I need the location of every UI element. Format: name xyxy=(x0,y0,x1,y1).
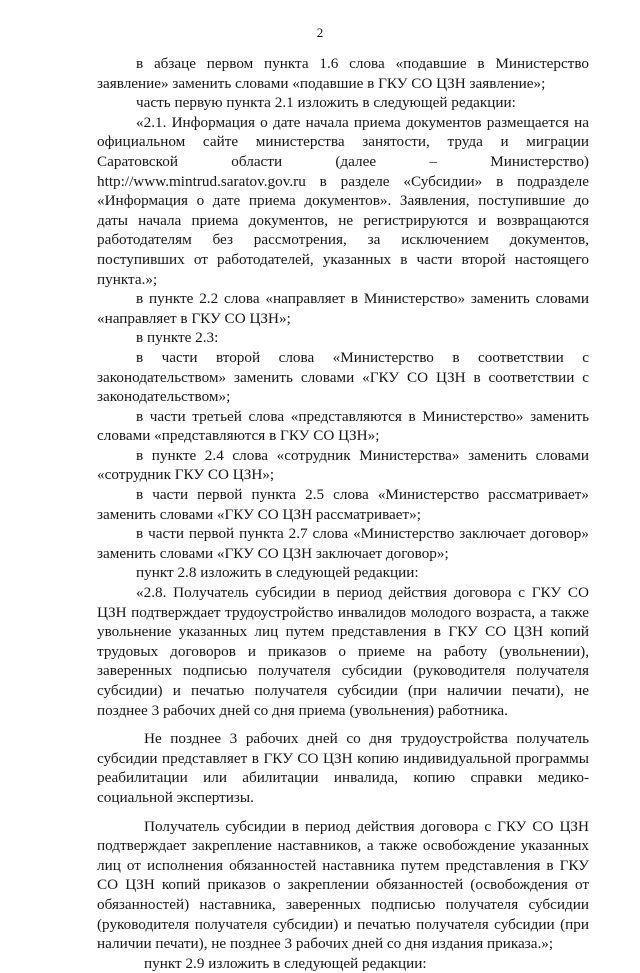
paragraph-11: пункт 2.8 изложить в следующей редакции: xyxy=(136,564,419,582)
paragraph-5: в пункте 2.3: xyxy=(136,329,219,347)
paragraph-6: в части второй слова «Министерство в соответствии с законодательством» заменить словами «ГКУ СО ЦЗН в соответствии с законодательством»; xyxy=(97,348,589,406)
paragraph-4: в пункте 2.2 слова «направляет в Министерство» заменить словами «направляет в ГКУ СО ЦЗН»; xyxy=(97,290,589,327)
paragraph-13: Не позднее 3 рабочих дней со дня трудоустройства получатель субсидии представляет в ГКУ СО ЦЗН копию индивидуальной программы реабилитации или абилитации инвалида, копию справки медико-социальной экспертизы. xyxy=(97,730,589,806)
paragraph-10: в части первой пункта 2.7 слова «Министерство заключает договор» заменить словами «ГКУ СО ЦЗН заключает договор»; xyxy=(97,525,589,562)
page-number: 2 xyxy=(316,25,324,40)
paragraph-14: Получатель субсидии в период действия договора с ГКУ СО ЦЗН подтверждает закрепление наставников, а также освобождение указанных лиц от исполнения обязанностей наставника путем представления в ГКУ СО ЦЗН копий приказов о закреплении обязанностей (освобождения от обязанностей) наставника, заверенных подписью получателя субсидии (руководителя получателя субсидии) и печатью получателя субсидии (при наличии печати), не позднее 3 рабочих дней со дня издания приказа.»; xyxy=(97,817,589,953)
paragraph-8: в пункте 2.4 слова «сотрудник Министерства» заменить словами «сотрудник ГКУ СО ЦЗН»; xyxy=(97,446,589,484)
paragraph-12: «2.8. Получатель субсидии в период действия договора с ГКУ СО ЦЗН подтверждает трудоустройство инвалидов молодого возраста, а также увольнение указанных лиц путем представления в ГКУ СО ЦЗН копий трудовых договоров и приказов о приеме на работу (увольнении), заверенных подписью получателя субсидии (руководителя получателя субсидии) и печатью получателя субсидии (при наличии печати), не позднее 3 рабочих дней со дня приема (увольнения) работника. xyxy=(97,584,589,719)
paragraph-2: часть первую пункта 2.1 изложить в следующей редакции: xyxy=(136,94,516,112)
paragraph-1: в абзаце первом пункта 1.6 слова «подавшие в Министерство заявление» заменить словами «подавшие в ГКУ СО ЦЗН заявление»; xyxy=(97,55,589,92)
paragraph-3: «2.1. Информация о дате начала приема документов размещается на официальном сайте министерства занятости, труда и миграции Саратовской области (далее – Министерство) http://www.mintrud.saratov.gov.ru в разделе «Субсидии» в подразделе «Информация о дате приема документов». Заявления, поступившие до даты начала приема документов, не регистрируются и возвращаются работодателям без рассмотрения, за исключением документов, поступивших от работодателей, указанных в части второй настоящего пункта.»; xyxy=(97,113,589,288)
document-body xyxy=(97,54,589,973)
paragraph-7: в части третьей слова «представляются в Министерство» заменить словами «представляются в ГКУ СО ЦЗН»; xyxy=(97,407,589,445)
paragraph-15: пункт 2.9 изложить в следующей редакции: xyxy=(144,954,427,972)
paragraph-9: в части первой пункта 2.5 слова «Министерство рассматривает» заменить словами «ГКУ СО ЦЗН рассматривает»; xyxy=(97,486,589,523)
